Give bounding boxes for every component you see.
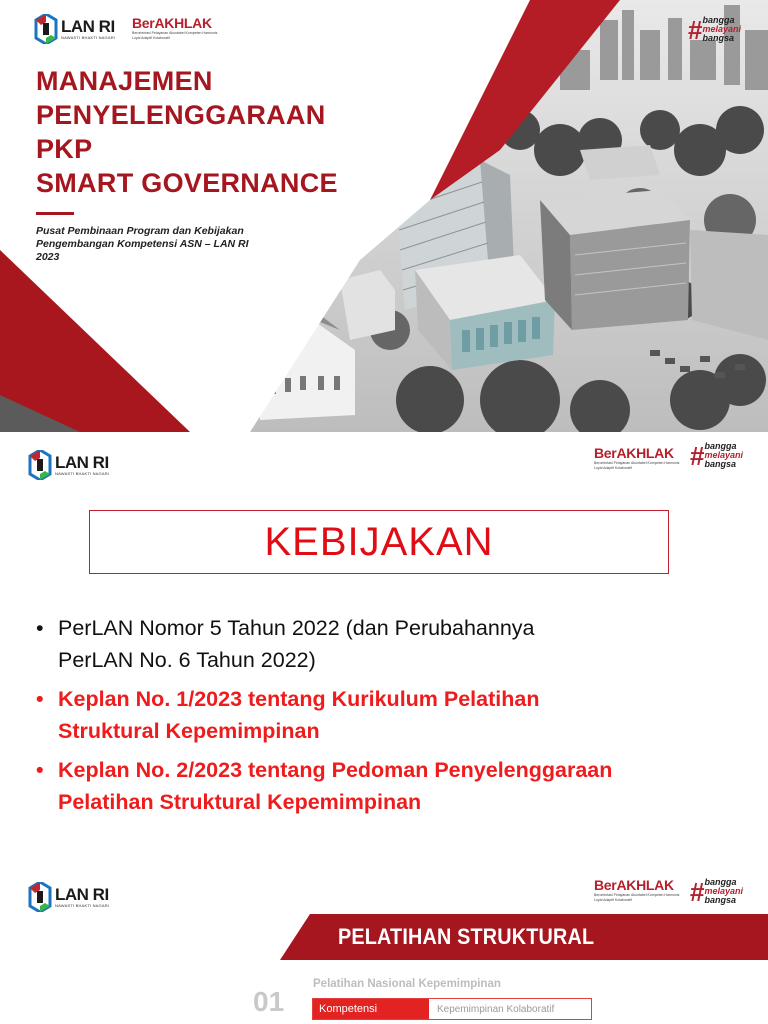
berakhlak-tagline: Berorientasi Pelayanan Akuntabel Kompeten Harmonis Loyal Adaptif Kolaboratif [594, 893, 680, 902]
bangga-word: bangga [704, 877, 737, 887]
lan-ri-tagline: NAWASTI BHAKTI NAGARI [55, 903, 110, 908]
title-line: SMART GOVERNANCE [36, 168, 338, 198]
berakhlak-logo [594, 878, 684, 902]
lan-ri-name: LAN RI [55, 885, 109, 904]
list-item [36, 683, 736, 747]
lan-ri-emblem-icon [34, 14, 58, 44]
subtitle-line: Pengembangan Kompetensi ASN – LAN RI [36, 238, 249, 250]
hashtag-icon: # [690, 876, 705, 907]
berakhlak-name: BerAKHLAK [594, 445, 674, 461]
melayani-word: melayani [704, 886, 743, 896]
berakhlak-logo [594, 446, 684, 470]
bangsa-word: bangsa [704, 895, 736, 905]
lan-ri-emblem-icon [28, 450, 52, 480]
melayani-word: melayani [704, 450, 743, 460]
kebijakan-heading: KEBIJAKAN [264, 519, 494, 564]
lan-ri-name: LAN RI [55, 453, 109, 472]
banner-title: PELATIHAN STRUKTURAL [338, 924, 595, 949]
list-item-line: Pelatihan Struktural Kepemimpinan [58, 790, 422, 814]
bangga-melayani-bangsa-logo [690, 878, 743, 905]
cover-title-block [36, 64, 338, 264]
competency-value: Kepemimpinan Kolaboratif [437, 1003, 555, 1015]
hashtag-icon: # [688, 14, 703, 45]
hashtag-icon: # [690, 440, 705, 471]
lan-ri-name: LAN RI [61, 17, 115, 36]
lan-ri-tagline: NAWASTI BHAKTI NAGARI [61, 35, 116, 40]
lan-ri-tagline: NAWASTI BHAKTI NAGARI [55, 471, 110, 476]
kebijakan-slide [0, 432, 768, 864]
berakhlak-logo [132, 16, 222, 40]
title-line: MANAJEMEN [36, 66, 213, 96]
list-item-line: PerLAN No. 6 Tahun 2022) [58, 648, 316, 672]
melayani-word: melayani [702, 24, 741, 34]
title-line: PENYELENGGARAAN [36, 100, 326, 130]
title-divider [36, 212, 74, 215]
cover-slide [0, 0, 768, 432]
list-item [36, 754, 736, 818]
kebijakan-heading-box [89, 510, 669, 574]
lan-ri-logo [34, 14, 115, 44]
list-item-line: Struktural Kepemimpinan [58, 719, 320, 743]
competency-label: Kompetensi [313, 999, 429, 1019]
berakhlak-tagline: Berorientasi Pelayanan Akuntabel Kompeten Harmonis Loyal Adaptif Kolaboratif [132, 31, 218, 40]
item-number: 01 [253, 986, 285, 1017]
pelatihan-slide [0, 850, 768, 1024]
bangsa-word: bangsa [702, 33, 734, 43]
bangsa-word: bangsa [704, 459, 736, 469]
berakhlak-name: BerAKHLAK [132, 15, 212, 31]
competency-tag [312, 998, 592, 1020]
list-item-line: PerLAN Nomor 5 Tahun 2022 (dan Perubahannya [58, 616, 535, 640]
lan-ri-emblem-icon [28, 882, 52, 912]
policy-list [36, 612, 736, 825]
lan-ri-logo [28, 882, 109, 912]
berakhlak-tagline: Berorientasi Pelayanan Akuntabel Kompeten Harmonis Loyal Adaptif Kolaboratif [594, 461, 680, 470]
list-item-line: Keplan No. 1/2023 tentang Kurikulum Pelatihan [58, 687, 540, 711]
subtitle-year: 2023 [36, 251, 60, 263]
bangga-word: bangga [704, 441, 737, 451]
title-line: PKP [36, 134, 93, 164]
subtitle-line: Pusat Pembinaan Program dan Kebijakan [36, 225, 244, 237]
berakhlak-name: BerAKHLAK [594, 877, 674, 893]
list-item [36, 612, 736, 676]
program-name: Pelatihan Nasional Kepemimpinan [313, 978, 501, 990]
list-item-line: Keplan No. 2/2023 tentang Pedoman Penyelenggaraan [58, 758, 613, 782]
bangga-word: bangga [702, 15, 735, 25]
bangga-melayani-bangsa-logo [690, 442, 743, 469]
lan-ri-logo [28, 450, 109, 480]
bangga-melayani-bangsa-logo [688, 16, 741, 43]
